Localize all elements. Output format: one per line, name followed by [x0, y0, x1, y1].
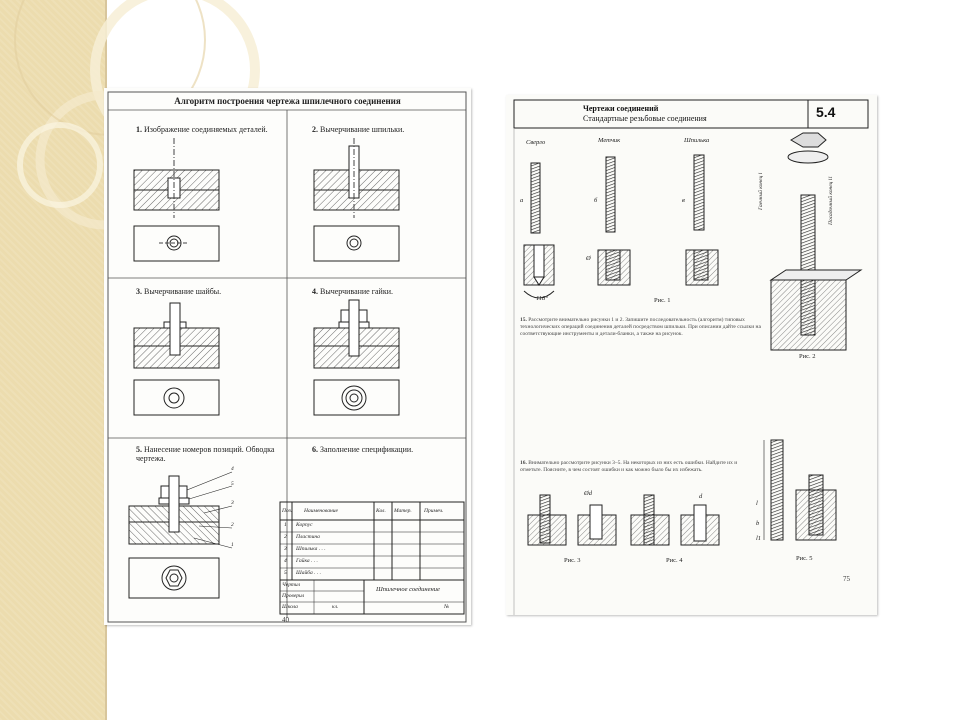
tool-label-stud: Шпилька — [684, 137, 710, 144]
callout-number: 3 — [231, 500, 234, 506]
stamp-label: Школа — [282, 604, 298, 610]
right-header-title: Чертежи соединений — [583, 104, 659, 113]
left-page-drawings — [104, 88, 471, 625]
exercise-15: 15. Рассмотрите внимательно рисунки 1 и 2. Запишите последовательность (алгоритм) типовых технологических операций соединения деталей посредством шпильки. При описании дайте ссылки на соответствующие инструменты и детали-бланки, а также на рисунок. — [520, 317, 761, 337]
figure-2-assembly — [771, 133, 861, 350]
left-page-number: 40 — [282, 616, 289, 624]
figure-caption: Рис. 2 — [799, 353, 816, 360]
side-label: Посадочный конец l1 — [828, 175, 834, 225]
figure-5-drawing — [764, 440, 836, 540]
callout-number: 4 — [231, 466, 234, 472]
step-caption-6: 6. Заполнение спецификации. — [312, 445, 414, 454]
tool-letter: б — [594, 197, 598, 204]
step-caption-2: 2. Вычерчивание шпильки. — [312, 125, 405, 134]
right-header-subtitle: Стандартные резьбовые соединения — [583, 114, 707, 123]
drawing-step-3 — [134, 303, 219, 415]
table-header: Матер. — [394, 508, 412, 514]
table-cell-pos: 4 — [284, 558, 287, 564]
table-header: Примеч. — [424, 508, 444, 514]
figure-3-drawing — [528, 495, 616, 545]
step-caption-4: 4. Вычерчивание гайки. — [312, 287, 394, 296]
tool-letter: в — [682, 197, 685, 204]
stamp-number: № — [444, 604, 450, 610]
dimension-label: Ød — [584, 490, 592, 497]
dimension-angle: 118° — [536, 295, 548, 302]
table-header: Наименование — [304, 508, 338, 514]
table-cell-name: Шайба . . . — [296, 570, 322, 576]
side-label: Гаечный конец l — [758, 172, 764, 210]
figure-caption: Рис. 3 — [564, 557, 581, 564]
section-number: 5.4 — [816, 104, 836, 120]
dimension-label: l — [756, 500, 758, 507]
table-cell-pos: 2 — [284, 534, 287, 540]
tool-label-drill: Сверло — [526, 139, 546, 146]
step-caption-3: 3. Вычерчивание шайбы. — [136, 287, 222, 296]
tool-letter: а — [520, 197, 524, 204]
table-header: Поз. — [282, 508, 293, 514]
drawing-step-5 — [129, 472, 232, 598]
stamp-class: кл. — [332, 604, 339, 610]
callout-number: 1 — [231, 542, 234, 548]
table-cell-pos: 1 — [284, 522, 287, 528]
table-cell-name: Шпилька . . . — [296, 546, 326, 552]
exercise-16: 16. Внимательно рассмотрите рисунки 3–5. На некоторых из них есть ошибки. Найдите их и отметьте. Поясните, в чем состоят ошибки и как можно было бы их избежать. — [520, 460, 738, 473]
figure-caption: Рис. 1 — [654, 297, 671, 304]
callout-number: 2 — [231, 522, 234, 528]
drawing-step-4 — [314, 300, 399, 415]
figure-caption: Рис. 5 — [796, 555, 813, 562]
dimension-label: d — [699, 493, 703, 500]
table-header: Кол. — [376, 508, 386, 514]
step-caption-1: 1. Изображение соединяемых деталей. — [136, 125, 268, 134]
table-cell-pos: 5 — [284, 570, 287, 576]
right-page-number: 75 — [843, 575, 850, 583]
figure-1-tools — [524, 155, 718, 298]
table-cell-name: Корпус — [296, 522, 313, 528]
callout-number: 5 — [231, 481, 234, 487]
drawing-step-2 — [314, 138, 399, 261]
left-scanned-page — [104, 88, 471, 625]
table-cell-name: Гайка . . . — [296, 558, 318, 564]
dimension-diameter: Ø — [586, 255, 591, 262]
table-cell-name: Пластина — [296, 534, 320, 540]
stamp-label: Чертил — [282, 582, 301, 588]
figure-4-drawing — [631, 495, 719, 545]
left-page-title: Алгоритм построения чертежа шпилечного соединения — [174, 96, 401, 106]
right-scanned-page — [506, 95, 877, 615]
stamp-label: Проверил — [282, 593, 305, 599]
right-page-drawings — [506, 95, 877, 615]
figure-caption: Рис. 4 — [666, 557, 683, 564]
tool-label-tap: Метчик — [598, 137, 621, 144]
step-caption-5: 5. Нанесение номеров позиций. Обводка чертежа. — [136, 445, 275, 463]
table-cell-pos: 3 — [284, 546, 287, 552]
stamp-title: Шпилечное соединение — [376, 586, 440, 593]
dimension-label: l1 — [756, 535, 762, 542]
dimension-label: b — [756, 520, 760, 527]
drawing-step-1 — [134, 138, 219, 261]
